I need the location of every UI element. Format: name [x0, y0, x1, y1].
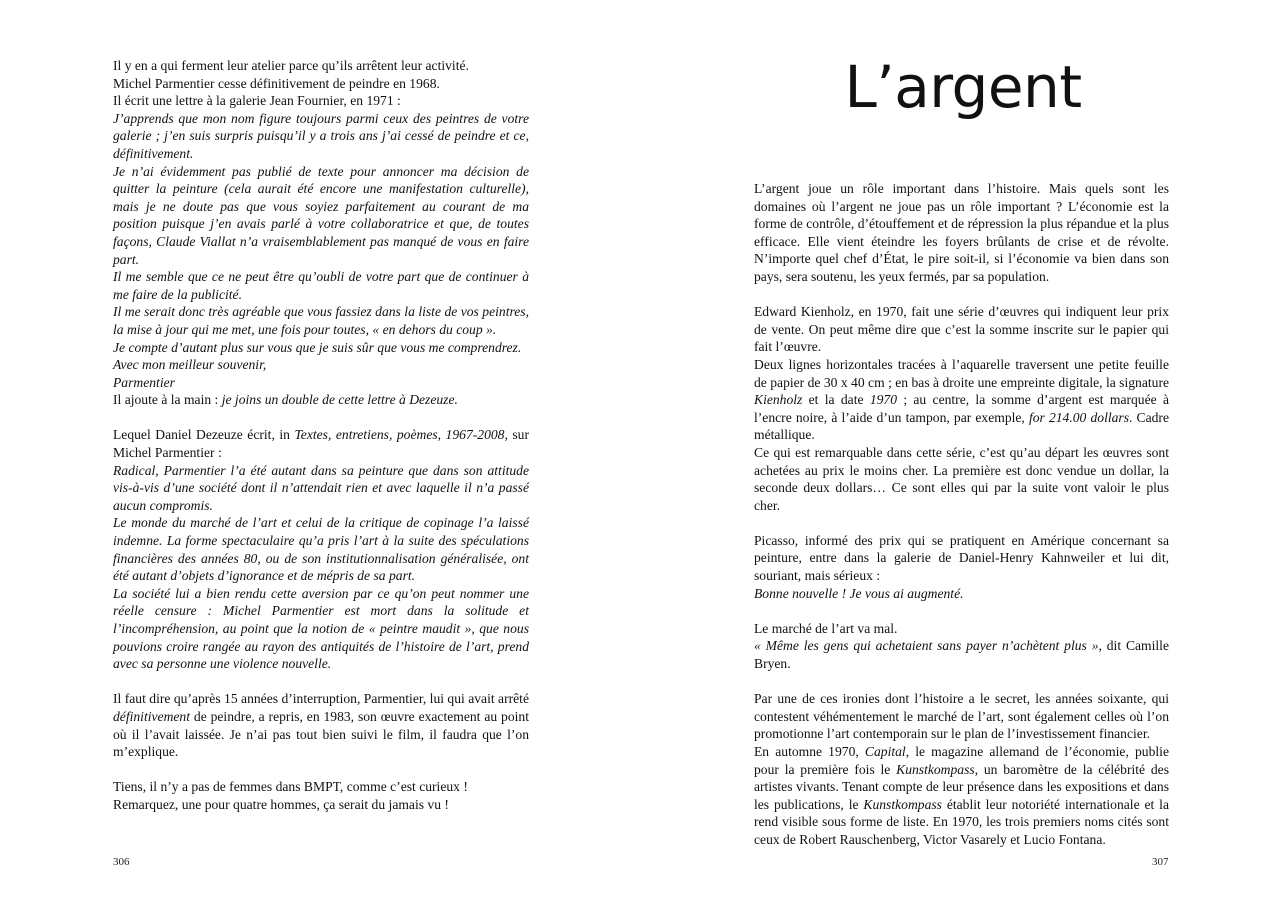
paragraph: Le marché de l’art va mal.: [754, 620, 898, 636]
letter-paragraph: Je n’ai évidemment pas publié de texte pour annoncer ma décision de quitter la peinture (cela aurait été encore une manifestation culturelle), mais je ne doute pas que vous soyiez parfaitement au courant de ma position puisque j’en avais parlé à votre collaboratrice et que, de toutes façons, Claude Viallat n’a vraisemblablement pas manqué de vous en faire part.: [113, 163, 529, 267]
text-run: , dit Camille Bryen.: [754, 638, 1169, 672]
text-run-italic: définitivement: [113, 708, 191, 724]
text-run: et la date: [802, 392, 870, 408]
paragraph: Michel Parmentier cesse définitivement de peindre en 1968.: [113, 75, 440, 91]
paragraph: [754, 356, 1169, 444]
text-run: . Cadre métallique.: [754, 409, 1169, 443]
text-run: Il ajoute à la main :: [113, 392, 222, 408]
text-run: , le magazine allemand de l’économie, publie pour la première fois le: [754, 744, 1169, 777]
chapter-title: L’argent: [844, 53, 1082, 121]
letter-signature: Parmentier: [113, 374, 175, 390]
paragraph: Il y en a qui ferment leur atelier parce qu’ils arrêtent leur activité.: [113, 58, 469, 73]
text-run-italic: je joins un double de cette lettre à Dezeuze.: [221, 392, 458, 408]
paragraph-gap: [754, 286, 1169, 304]
text-run: , un baromètre de la célébrité des artistes vivants. Tenant compte de leur présence dans les expositions et dans les publications, le: [754, 761, 1169, 812]
text-run-italic: for 214.00 dollars: [1028, 409, 1129, 425]
quote-paragraph: La société lui a bien rendu cette aversion par ce qu’on peut nommer une réelle censure : Michel Parmentier est mort dans la solitude et l’incompréhension, au point que la notion de « peintre maudit », que nous pouvions croire rangée au rayon des antiquités de l’histoire de l’art, prend avec sa personne une violence nouvelle.: [113, 585, 529, 672]
paragraph-gap: [113, 409, 529, 427]
paragraph: [113, 391, 529, 409]
text-run-italic: Kienholz: [754, 392, 803, 408]
page-number: 306: [113, 856, 130, 868]
text-run: établit leur notoriété internationale et la rend visible sous forme de liste. En 1970, les trois premiers noms cités sont ceux de Robert Rauschenberg, Victor Vasarely et Lucio Fontana.: [754, 796, 1169, 847]
text-run: Il faut dire qu’après 15 années d’interruption, Parmentier, lui qui avait arrêté: [113, 691, 529, 707]
paragraph-gap: [754, 602, 1169, 620]
text-run: , sur Michel Parmentier :: [113, 427, 529, 461]
letter-paragraph: J’apprends que mon nom figure toujours parmi ceux des peintres de votre galerie ; j’en suis surpris puisqu’il y a trois ans j’ai cessé de peindre et ce, définitivement.: [113, 110, 529, 161]
text-run: de peindre, a repris, en 1983, son œuvre exactement au point où il l’avait laissée. Je n’ai pas tout bien suivi le film, il faudra que l’on m’explique.: [113, 708, 529, 760]
letter-paragraph: Je compte d’autant plus sur vous que je suis sûr que vous me comprendrez.: [113, 339, 522, 355]
paragraph: Par une de ces ironies dont l’histoire a le secret, les années soixante, qui contestent véhémentement le marché de l’art, sont également celles où l’on promotionne l’art contemporain sur le plan de l’investissement financier.: [754, 691, 1169, 742]
paragraph: Edward Kienholz, en 1970, fait une série d’œuvres qui indiquent leur prix de vente. On peut même dire que c’est la somme inscrite sur le papier qui fait l’œuvre.: [754, 304, 1169, 355]
text-run-italic: Kunstkompass: [863, 796, 942, 812]
paragraph: [754, 637, 1169, 672]
paragraph-gap: [754, 514, 1169, 532]
paragraph: Ce qui est remarquable dans cette série, c’est qu’au départ les œuvres sont achetées au prix le moins cher. La première est donc vendue un dollar, la seconde deux dollars… Ce sont elles qui par la suite vont valoir le plus cher.: [754, 444, 1169, 513]
paragraph: Il écrit une lettre à la galerie Jean Fournier, en 1971 :: [113, 93, 401, 109]
text-run-italic: Capital: [864, 744, 906, 759]
page-number: 307: [1152, 856, 1169, 868]
paragraph: [113, 690, 529, 760]
paragraph-gap: [754, 673, 1169, 691]
text-run: Lequel Daniel Dezeuze écrit, in: [113, 427, 295, 443]
text-run: En automne 1970,: [754, 744, 865, 759]
text-run-italic: « Même les gens qui achetaient sans payer n’achètent plus »: [754, 638, 1099, 654]
left-page-text: [113, 57, 529, 814]
letter-paragraph: Il me semble que ce ne peut être qu’oubli de votre part que de continuer à me faire de la publicité.: [113, 269, 529, 302]
letter-closing: Avec mon meilleur souvenir,: [113, 357, 267, 373]
book-title: Textes, entretiens, poèmes, 1967-2008: [294, 427, 505, 443]
text-run-italic: Kunstkompass: [896, 761, 975, 777]
paragraph: Tiens, il n’y a pas de femmes dans BMPT, comme c’est curieux !: [113, 779, 468, 795]
text-run: ; au centre, la somme d’argent est marquée à l’encre noire, à l’aide d’un tampon, par exemple,: [754, 392, 1170, 425]
quote-paragraph: Radical, Parmentier l’a été autant dans sa peinture que dans son attitude vis-à-vis d’une société dont il n’attendait rien et avec laquelle il n’a passé aucun compromis.: [113, 462, 529, 513]
quote-paragraph: Le monde du marché de l’art et celui de la critique de copinage l’a laissé indemne. La forme spectaculaire qu’a pris l’art à la suite des spéculations financières des années 80, ou de son institutionnalisation généralisée, ont été autant d’objets d’ignorance et de mépris de sa part.: [113, 515, 529, 584]
paragraph-gap: [113, 761, 529, 779]
paragraph: [754, 743, 1169, 849]
right-page: [641, 0, 1282, 904]
right-page-text: [754, 180, 1169, 849]
text-run-italic: 1970: [869, 392, 898, 408]
paragraph: Remarquez, une pour quatre hommes, ça serait du jamais vu !: [113, 796, 449, 812]
quote-paragraph: Bonne nouvelle ! Je vous ai augmenté.: [754, 585, 964, 601]
paragraph: Picasso, informé des prix qui se pratiquent en Amérique concernant sa peinture, entre dans la galerie de Daniel-Henry Kahnweiler et lui dit, souriant, mais sérieux :: [754, 532, 1169, 584]
letter-paragraph: Il me serait donc très agréable que vous fassiez dans la liste de vos peintres, la mise à jour qui me met, une fois pour toutes, « en dehors du coup ».: [113, 304, 529, 337]
paragraph: L’argent joue un rôle important dans l’histoire. Mais quels sont les domaines où l’argent ne joue pas un rôle important ? L’économie est la forme de contrôle, d’étouffement et de répression la plus répandue et la plus efficace. Elle vient éteindre les foyers brûlants de crise et de révolte. N’importe quel chef d’État, le pire soit-il, si l’économie va bien dans son pays, sera soutenu, les yeux fermés, par sa population.: [754, 181, 1169, 284]
paragraph-gap: [113, 673, 529, 691]
text-run: Deux lignes horizontales tracées à l’aquarelle traversent une petite feuille de papier de 30 x 40 cm ; en bas à droite une empreinte digitale, la signature: [754, 356, 1169, 390]
paragraph: [113, 426, 529, 461]
